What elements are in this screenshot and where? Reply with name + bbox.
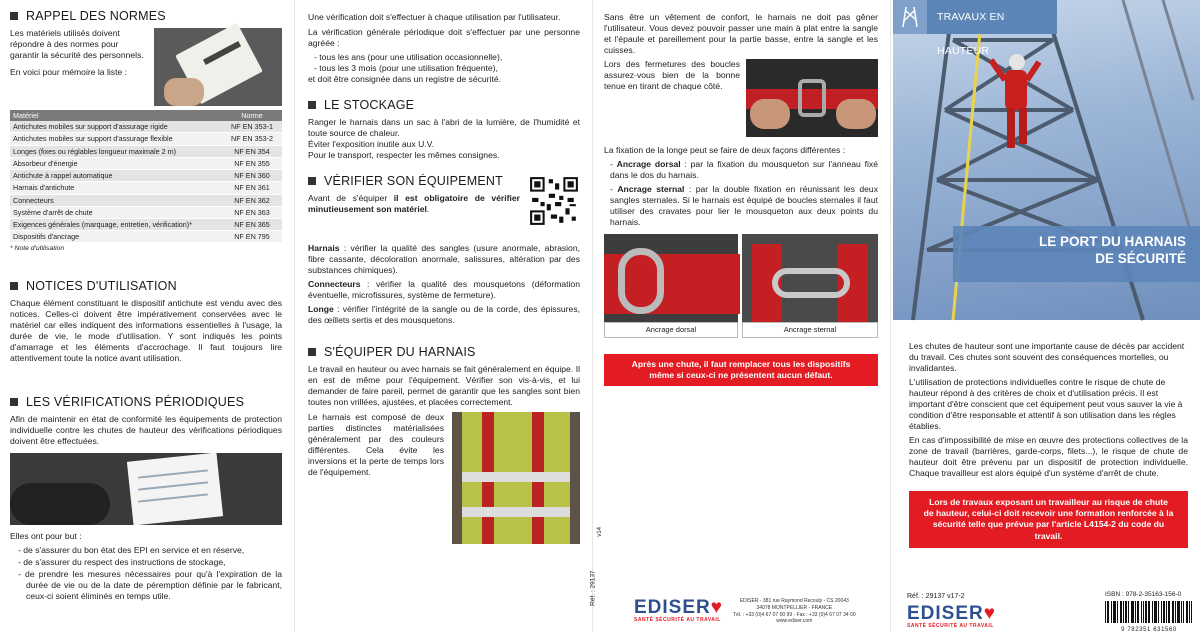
periodic-list [308, 52, 580, 74]
ediser-logo-cover: EDISER♥ SANTÉ SÉCURITÉ AU TRAVAIL [907, 603, 997, 629]
barcode-bar [1149, 601, 1150, 623]
barcode-bar [1187, 601, 1188, 623]
norm-material: Antichute à rappel automatique [10, 170, 222, 182]
barcode-bar [1141, 601, 1142, 623]
harness-photo [452, 412, 580, 544]
table-row [10, 231, 282, 243]
stockage-title: LE STOCKAGE [308, 97, 580, 113]
composition-text: Le harnais est composé de deux parties distinctes matérialisées généralement par des couleurs différentes. Cela évite les inversions et la perte de temps lors de l'équipement. [308, 412, 444, 477]
banner [893, 0, 1200, 57]
fixation-text: La fixation de la longe peut se faire de deux façons différentes : [604, 145, 846, 155]
barcode-bar [1166, 601, 1167, 623]
verif-title: LES VÉRIFICATIONS PÉRIODIQUES [10, 394, 282, 410]
caption-sternal: Ancrage sternal [742, 322, 878, 338]
barcode-bar [1137, 601, 1138, 623]
barcode-bar [1154, 601, 1155, 623]
boucles-text: Lors des fermetures des boucles assurez-vous bien de la bonne tenue en tirant de chaque côté. [604, 59, 740, 91]
barcode-bar [1107, 601, 1108, 623]
barcode-bar [1143, 601, 1144, 623]
norm-material: Antichutes mobiles sur support d'assurage rigide [10, 121, 222, 133]
registre-text: et doit être consignée dans un registre de sécurité. [308, 74, 501, 84]
verifier-title: VÉRIFIER SON ÉQUIPEMENT [308, 173, 520, 189]
barcode-bar [1115, 601, 1116, 623]
table-row [10, 170, 282, 182]
buckle-photo [746, 59, 878, 137]
norm-code: NF EN 363 [222, 206, 282, 218]
barcode-bar [1183, 601, 1184, 623]
norm-material: Longes (fixes ou réglables longueur maximale 2 m) [10, 145, 222, 157]
verifier-intro: Avant de s'équiper il est obligatoire de vérifier minutieusement son matériel. [308, 193, 520, 214]
dorsal-photo [604, 234, 738, 322]
table-row [10, 121, 282, 133]
barcode-bar [1168, 601, 1169, 623]
ancrage-list [604, 159, 878, 228]
isbn: ISBN : 978-2-35163-156-0 [1105, 591, 1182, 598]
banner-title: TRAVAUX EN HAUTEUR [927, 0, 1057, 34]
list-item: - Ancrage sternal : par la double fixation en réunissant les deux sangles sternales. Si le harnais est équipé de boucles sternales il faut utiliser des cravates pour lier le mousqueton aux deux points du harnais. [610, 184, 878, 227]
verif-list [10, 545, 282, 602]
list-item: Longe : vérifier l'intégrité de la sangle ou de la corde, des épissures, des œillets sertis et des mousquetons. [308, 304, 580, 325]
list-item: - de s'assurer du bon état des EPI en service et en réserve, [18, 545, 245, 556]
barcode-bar [1173, 601, 1174, 623]
barcode-bar [1161, 601, 1162, 623]
barcode-bar [1191, 601, 1192, 623]
norm-material: Système d'arrêt de chute [10, 206, 222, 218]
barcode-bar [1138, 601, 1139, 623]
barcode-bar [1169, 601, 1170, 623]
panel-stockage [300, 0, 590, 632]
norm-code: NF EN 355 [222, 157, 282, 169]
barcode-bar [1156, 601, 1157, 623]
barcode-bar [1114, 601, 1115, 623]
barcode-bar [1152, 601, 1153, 623]
cover-ref: Réf. : 29137 v17-2 [907, 593, 965, 600]
table-note: * Note d'utilisation [10, 245, 65, 253]
norms-table: Matériel Norme Antichutes mobiles sur support d'assurage rigide NF EN 353-1 Antichutes mobiles sur support d'assurage flexible NF EN 353-2 Longes (fixes ou réglables longueur maximale 2 m) NF EN 354 Absorbeur d'énergie NF EN 355 Antichute à rappel automatique NF EN 360 Harnais d'antichute NF EN 361 Connecteurs NF EN 362 Système d'arrêt de chute NF EN 363 Exigences générales (marquage, entretien, vérification)* NF EN 365 Dispositifs d'ancrage NF EN 795 [10, 110, 282, 243]
rappel-title: RAPPEL DES NORMES [10, 8, 282, 24]
sternal-photo [742, 234, 878, 322]
heart-icon: ♥ [710, 597, 724, 618]
barcode-bar [1145, 601, 1146, 623]
table-row [10, 194, 282, 206]
barcode-bar [1189, 601, 1190, 623]
barcode-bar [1113, 601, 1114, 623]
verif-periodic-text: La vérification générale périodique doit s'effectuer par une personne agréée : [308, 27, 580, 48]
verif-usage-text: Une vérification doit s'effectuer à chaque utilisation par l'utilisateur. [308, 12, 561, 22]
register-photo [10, 453, 282, 525]
barcode-bar [1123, 601, 1124, 623]
list-item: - de prendre les mesures nécessaires pour qu'à l'expiration de la durée de vie ou de la date de péremption définie par le fabricant, ceux-ci soient éliminés en temps utile. [18, 569, 282, 602]
norm-code: NF EN 795 [222, 231, 282, 243]
norm-material: Absorbeur d'énergie [10, 157, 222, 169]
chute-alert: Après une chute, il faut remplacer tous les dispositifs même si ceux-ci ne présentent aucun défaut. [604, 354, 878, 386]
barcode-bar [1146, 601, 1147, 623]
intro-p3: En cas d'impossibilité de mise en œuvre des protections collectives de la zone de travail (barrières, garde-corps, filets...), le risque de chute de hauteur doit être prévenu par un dispositif de protection individuelle. Chaque travailleur est alors équipé d'un système d'arrêt de chute. [909, 435, 1188, 478]
norm-code: NF EN 362 [222, 194, 282, 206]
barcode-bar [1177, 601, 1178, 623]
ediser-logo: EDISER♥ SANTÉ SÉCURITÉ AU TRAVAIL [634, 597, 724, 623]
barcode-bar [1133, 601, 1134, 623]
barcode-bar [1131, 601, 1132, 623]
formation-alert: Lors de travaux exposant un travailleur au risque de chute de hauteur, celui-ci doit recevoir une formation renforcée à la sécurité telle que prévue par l'article L4154-2 du code du travail. [909, 491, 1188, 548]
list-item: Harnais : vérifier la qualité des sangles (usure anormale, abrasion, fibre cassante, décoloration anormale, salissures, altération par des substances chimiques). [308, 243, 580, 275]
norm-material: Dispositifs d'ancrage [10, 231, 222, 243]
barcode-icon [1105, 601, 1193, 623]
version-vertical: v14 [597, 526, 604, 537]
verif-text: Afin de maintenir en état de conformité les équipements de protection individuelle contre les chutes de hauteur des vérifications périodiques doivent être effectuées. [10, 414, 282, 447]
norm-material: Connecteurs [10, 194, 222, 206]
cover-image [893, 0, 1200, 320]
table-row [10, 133, 282, 145]
barcode-bar [1111, 601, 1112, 623]
ref-vertical: Réf. : 29137 [589, 570, 597, 606]
norm-code: NF EN 361 [222, 182, 282, 194]
qr-code[interactable] [528, 175, 580, 227]
barcode-bar [1179, 601, 1180, 623]
table-row [10, 218, 282, 230]
barcode-bar [1175, 601, 1176, 623]
barcode-bar [1121, 601, 1122, 623]
barcode-bar [1135, 601, 1136, 623]
panel-normes [0, 0, 290, 632]
banner-logo-box [893, 0, 927, 34]
notices-title: NOTICES D'UTILISATION [10, 278, 282, 294]
rappel-memo: En voici pour mémoire la liste : [10, 67, 128, 77]
norm-code: NF EN 353-1 [222, 121, 282, 133]
equiper-text: Le travail en hauteur ou avec harnais se fait généralement en équipe. Il en est de même pour l'équipement. Vérifier son vis-à-vis, et lui demander de faire pareil, permet de garantir que les sangles sont bien toutes non vrillées, ajustées, et placées correctement. [308, 364, 580, 407]
barcode: 9 782351 631560 [1105, 601, 1193, 631]
list-item: Connecteurs : vérifier la qualité des mousquetons (déformation éventuelle, microfissures, système de fermeture). [308, 279, 580, 300]
tower-icon [901, 6, 919, 28]
barcode-bar [1164, 601, 1165, 623]
intro-p1: Les chutes de hauteur sont une importante cause de décès par accident du travail. Ces chutes sont souvent des conséquences mortelles, ou invalidantes. [909, 341, 1185, 373]
norm-code: NF EN 365 [222, 218, 282, 230]
barcode-bar [1117, 601, 1118, 623]
barcode-bar [1158, 601, 1159, 623]
barcode-bar [1132, 601, 1133, 623]
norm-code: NF EN 354 [222, 145, 282, 157]
table-row [10, 206, 282, 218]
heart-icon: ♥ [983, 603, 997, 624]
list-item: - Ancrage dorsal : par la fixation du mousqueton sur l'anneau fixé dans le dos du harnais. [610, 159, 878, 180]
barcode-bar [1163, 601, 1164, 623]
caption-dorsal: Ancrage dorsal [604, 322, 738, 338]
table-row [10, 145, 282, 157]
barcode-bar [1155, 601, 1156, 623]
verif-but: Elles ont pour but : [10, 531, 82, 542]
stockage-text: Ranger le harnais dans un sac à l'abri de la lumière, de l'humidité et toute source de chaleur. Éviter l'exposition inutile aux U.V. Pour le transport, respecter les mêmes consignes. [308, 117, 580, 160]
barcode-bar [1128, 601, 1129, 623]
barcode-bar [1181, 601, 1182, 623]
norm-code: NF EN 360 [222, 170, 282, 182]
panel-fixation [589, 0, 886, 632]
cover-title-box: LE PORT DU HARNAIS DE SÉCURITÉ [953, 226, 1200, 282]
confort-text: Sans être un vêtement de confort, le harnais ne doit pas gêner l'utilisateur. Vous devez pouvoir passer une main à plat entre la sangle et l'épaule et pareillement pour la partie basse, entre la sangle et les cuisses. [604, 12, 878, 55]
barcode-bar [1186, 601, 1187, 623]
table-row [10, 182, 282, 194]
barcode-bar [1105, 601, 1106, 623]
norm-material: Harnais d'antichute [10, 182, 222, 194]
barcode-bar [1126, 601, 1127, 623]
barcode-bar [1172, 601, 1173, 623]
norm-material: Antichutes mobiles sur support d'assurage flexible [10, 133, 222, 145]
panel-cover [893, 0, 1200, 632]
barcode-bar [1178, 601, 1179, 623]
barcode-bar [1120, 601, 1121, 623]
barcode-bar [1125, 601, 1126, 623]
list-item: - tous les ans (pour une utilisation occasionnelle), [314, 52, 503, 62]
intro-p2: L'utilisation de protections individuelles contre le risque de chute de hauteur répond à des critères de choix et d'utilisation précis. Il est important d'être conscient que cet équipement peut vous sauver la vie à condition d'être responsable et attentif à son utilisation dans les règles établies. [909, 377, 1183, 431]
barcode-bar [1148, 601, 1149, 623]
equiper-title: S'ÉQUIPER DU HARNAIS [308, 344, 580, 360]
table-row [10, 157, 282, 169]
norm-material: Exigences générales (marquage, entretien, vérification)* [10, 218, 222, 230]
address-block: EDISER - 381 rue Raymond Recouly - CS 20043 34078 MONTPELLIER - FRANCE Tél. : +33 (0)4 67 07 00 99 - Fax : +33 (0)4 67 07 34 00 www.ediser.com [733, 598, 856, 625]
verifier-list [308, 243, 580, 326]
list-item: - de s'assurer du respect des instructions de stockage, [18, 557, 226, 568]
rappel-intro: Les matériels utilisés doivent répondre à des normes pour garantir la sécurité des personnels. [10, 28, 144, 60]
list-item: - tous les 3 mois (pour une utilisation fréquente), [314, 63, 498, 73]
barcode-bar [1108, 601, 1109, 623]
norm-code: NF EN 353-2 [222, 133, 282, 145]
label-photo [154, 28, 282, 106]
notices-text: Chaque élément constituant le dispositif antichute est vendu avec des notices. Celles-ci doivent être impérativement conservées avec le matériel car elles indiquent des informations essentielles à l'usage, la durée de vie, le mode d'utilisation. Y sont indiqués les points d'amarrage et les éléments d'accrochage. Il faut toujours lire attentivement toute la notice avant utilisation. [10, 298, 282, 364]
